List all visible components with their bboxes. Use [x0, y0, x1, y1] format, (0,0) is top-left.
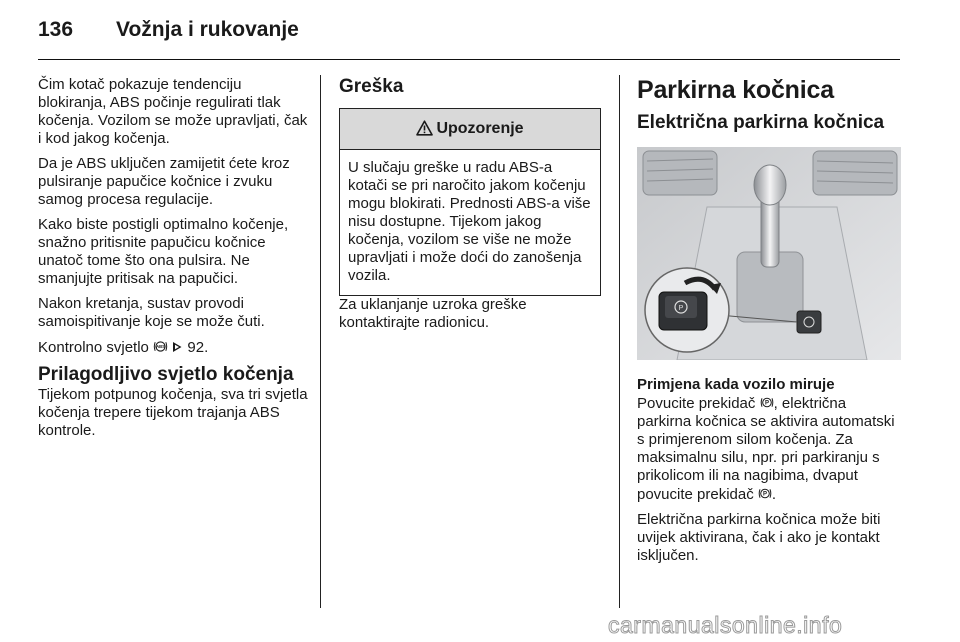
- paragraph-abs-4: Nakon kretanja, sustav provodi samoispitivanje koje se može čuti.: [38, 295, 265, 330]
- paragraph-fault-contact: Za uklanjanje uzroka greške kontaktirajte radionicu.: [339, 296, 527, 331]
- warning-box: [339, 108, 601, 296]
- warning-triangle-icon: [416, 120, 433, 139]
- column-divider-1: [320, 75, 321, 608]
- heading-parking-brake: Parkirna kočnica: [637, 76, 834, 104]
- page-ref-number[interactable]: 92.: [187, 339, 209, 356]
- heading-apply-stationary: Primjena kada vozilo miruje: [637, 376, 835, 393]
- svg-text:ABS: ABS: [156, 344, 165, 350]
- paragraph-abs-2: Da je ABS uključen zamijetit ćete kroz pulsiranje papučice kočnice i zvuku samog procesa regulacije.: [38, 155, 290, 208]
- column-divider-2: [619, 75, 620, 608]
- page-number: 136: [38, 18, 74, 41]
- abs-warning-icon: [153, 338, 168, 356]
- page-title: Vožnja i rukovanje: [116, 18, 299, 41]
- warning-body: U slučaju greške u radu ABS-a kotači se pri naročito jakom kočenju mogu blokirati. Prednosti ABS-a više nisu dostupne. Tijekom jakog kočenja, vozilom se više ne može upravljati i može doći do zanošenja vozila.: [348, 159, 591, 284]
- heading-electric-parking-brake: Električna parkirna kočnica: [637, 112, 885, 133]
- column-2: [339, 76, 601, 339]
- warning-title: Upozorenje: [436, 120, 524, 137]
- apply-text-b: , električna parkirna kočnica se aktivira automatski s primjerenom silom kočenja. Za maksimalnu silu, npr. pri parkiranju s prikolicom ili na nagibima, dvaput povucite prekidač: [637, 395, 895, 503]
- apply-text-c: .: [771, 486, 777, 503]
- control-light-text: Kontrolno svjetlo: [38, 339, 149, 356]
- page-ref-arrow-icon[interactable]: [172, 338, 183, 356]
- svg-text:carmanualsonline.info: carmanualsonline.info: [608, 612, 843, 638]
- svg-text:P: P: [762, 491, 767, 498]
- warning-box-header: [340, 109, 600, 150]
- parking-brake-p-icon: [760, 394, 774, 412]
- paragraph-control-light: [38, 338, 310, 357]
- svg-text:P: P: [678, 305, 684, 312]
- apply-text-a: Povucite prekidač: [637, 395, 756, 412]
- svg-text:P: P: [764, 400, 769, 407]
- paragraph-apply-stationary: [637, 394, 901, 504]
- watermark: [608, 612, 938, 638]
- parking-brake-illustration: [637, 147, 901, 360]
- paragraph-abs-1: Čim kotač pokazuje tendenciju blokiranja, ABS počinje regulirati tlak kočenja. Vozilom se može upravljati, čak i kod jakog kočenja.: [38, 76, 308, 147]
- paragraph-always-activated: Električna parkirna kočnica može biti uvijek aktivirana, čak i ako je kontakt isključen.: [637, 511, 881, 564]
- column-3: [637, 76, 901, 572]
- column-1: [38, 76, 310, 447]
- heading-fault: Greška: [339, 76, 404, 97]
- header-rule: [38, 59, 900, 60]
- parking-brake-p-icon: [758, 485, 772, 503]
- paragraph-adaptive-brake-light: Tijekom potpunog kočenja, sva tri svjetla kočenja trepere tijekom trajanja ABS kontrole.: [38, 386, 308, 439]
- paragraph-abs-3: Kako biste postigli optimalno kočenje, snažno pritisnite papučicu kočnice unatoč tome što ona pulsira. Ne smanjujte pritisak na papučici.: [38, 216, 289, 287]
- heading-adaptive-brake-light: Prilagodljivo svjetlo kočenja: [38, 364, 294, 385]
